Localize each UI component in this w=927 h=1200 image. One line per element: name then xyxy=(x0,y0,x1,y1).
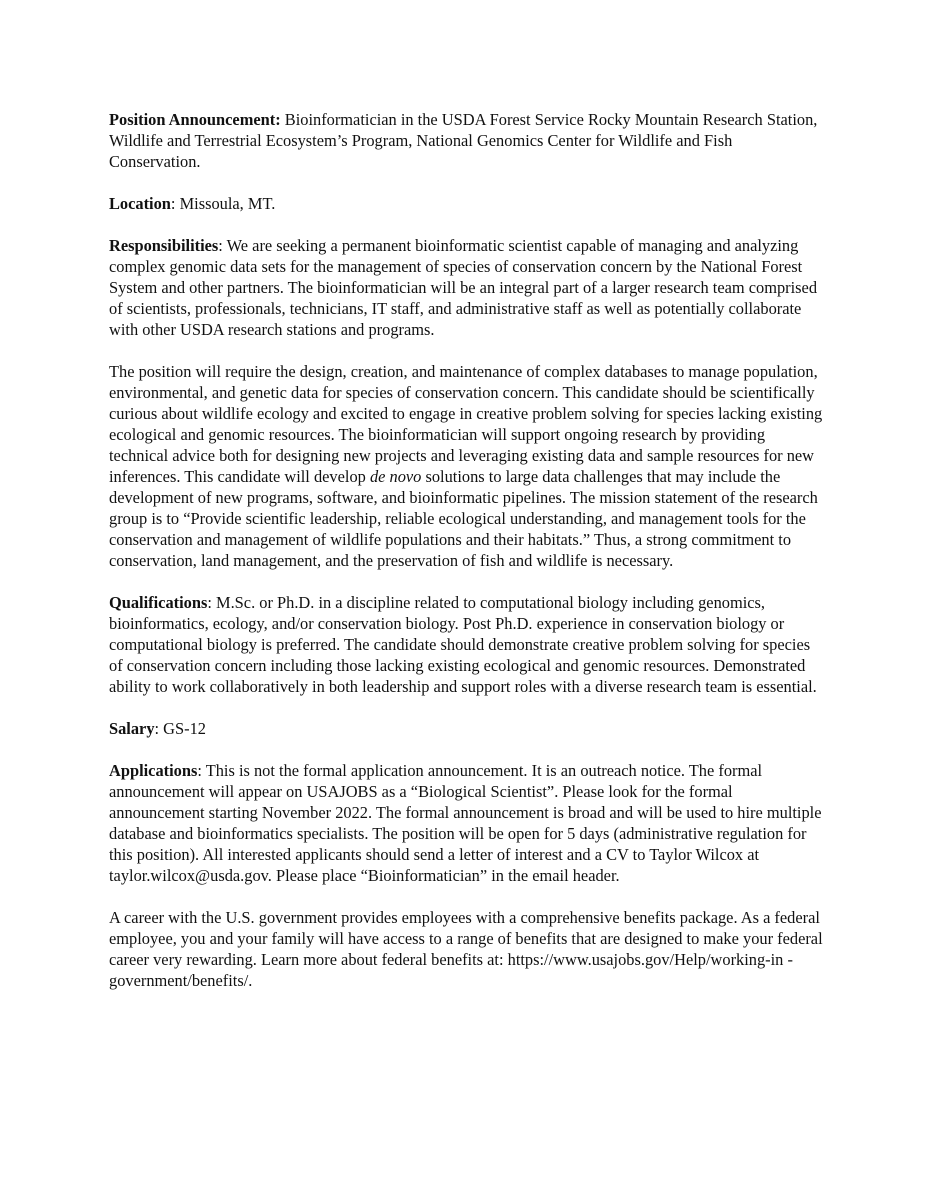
benefits-paragraph xyxy=(109,907,824,991)
responsibilities-label: Responsibilities xyxy=(109,236,219,255)
qualifications-label: Qualifications xyxy=(109,593,208,612)
applications-text: : This is not the formal application announcement. It is an outreach notice. The formal announcement will appear on USAJOBS as a “Biological Scientist”. Please look for the formal announcement starting November 2022. The formal announcement is broad and will be used to hire multiple database and bioinformatics specialists. The position will be open for 5 days (administrative regulation for this position). All interested applicants should send a letter of interest and a CV to Taylor Wilcox at taylor.wilcox@usda.gov. Please place “Bioinformatician” in the email header. xyxy=(109,761,822,885)
location-text: : Missoula, MT. xyxy=(170,194,276,213)
position-details-text-before: The position will require the design, creation, and maintenance of complex databases to manage population, environmental, and genetic data for species of conservation concern. This candidate should be scientifically curious about wildlife ecology and excited to engage in creative problem solving for species lacking existing ecological and genomic resources. The bioinformatician will support ongoing research by providing technical advice both for designing new projects and leveraging existing data and sample resources for new inferences. This candidate will develop xyxy=(109,362,823,486)
position-details-paragraph xyxy=(109,361,824,571)
responsibilities-paragraph xyxy=(109,235,824,340)
location-paragraph xyxy=(109,193,824,214)
position-paragraph xyxy=(109,109,824,172)
responsibilities-text: : We are seeking a permanent bioinformatic scientist capable of managing and analyzing complex genomic data sets for the management of species of conservation concern by the National Forest System and other partners. The bioinformatician will be an integral part of a larger research team comprised of scientists, professionals, technicians, IT staff, and administrative staff as well as potentially collaborate with other USDA research stations and programs. xyxy=(109,236,818,339)
applications-paragraph xyxy=(109,760,824,886)
benefits-text: A career with the U.S. government provides employees with a comprehensive benefits package. As a federal employee, you and your family will have access to a range of benefits that are designed to make your federal career very rewarding. Learn more about federal benefits at: https://www.usajobs.gov/Help/working-in -government/benefits/. xyxy=(109,908,823,990)
qualifications-paragraph xyxy=(109,592,824,697)
applications-label: Applications xyxy=(109,761,198,780)
location-label: Location xyxy=(109,194,171,213)
de-novo-italic: de novo xyxy=(369,467,422,486)
salary-label: Salary xyxy=(109,719,155,738)
position-label: Position Announcement: xyxy=(109,110,281,129)
salary-text: : GS-12 xyxy=(154,719,206,738)
document-body xyxy=(109,109,824,1012)
position-text: Bioinformatician in the USDA Forest Service Rocky Mountain Research Station, Wildlife and Terrestrial Ecosystem’s Program, National Genomics Center for Wildlife and Fish Conservation. xyxy=(109,110,818,171)
salary-paragraph xyxy=(109,718,824,739)
position-details-text-after: solutions to large data challenges that may include the development of new programs, software, and bioinformatic pipelines. The mission statement of the research group is to “Provide scientific leadership, reliable ecological understanding, and management tools for the conservation and management of wildlife populations and their habitats.” Thus, a strong commitment to conservation, land management, and the preservation of fish and wildlife is necessary. xyxy=(109,467,818,570)
qualifications-text: : M.Sc. or Ph.D. in a discipline related to computational biology including genomics, bioinformatics, ecology, and/or conservation biology. Post Ph.D. experience in conservation biology or computational biology is preferred. The candidate should demonstrate creative problem solving for species of conservation concern including those lacking existing ecological and genomic resources. Demonstrated ability to work collaboratively in both leadership and support roles with a diverse research team is essential. xyxy=(109,593,817,696)
